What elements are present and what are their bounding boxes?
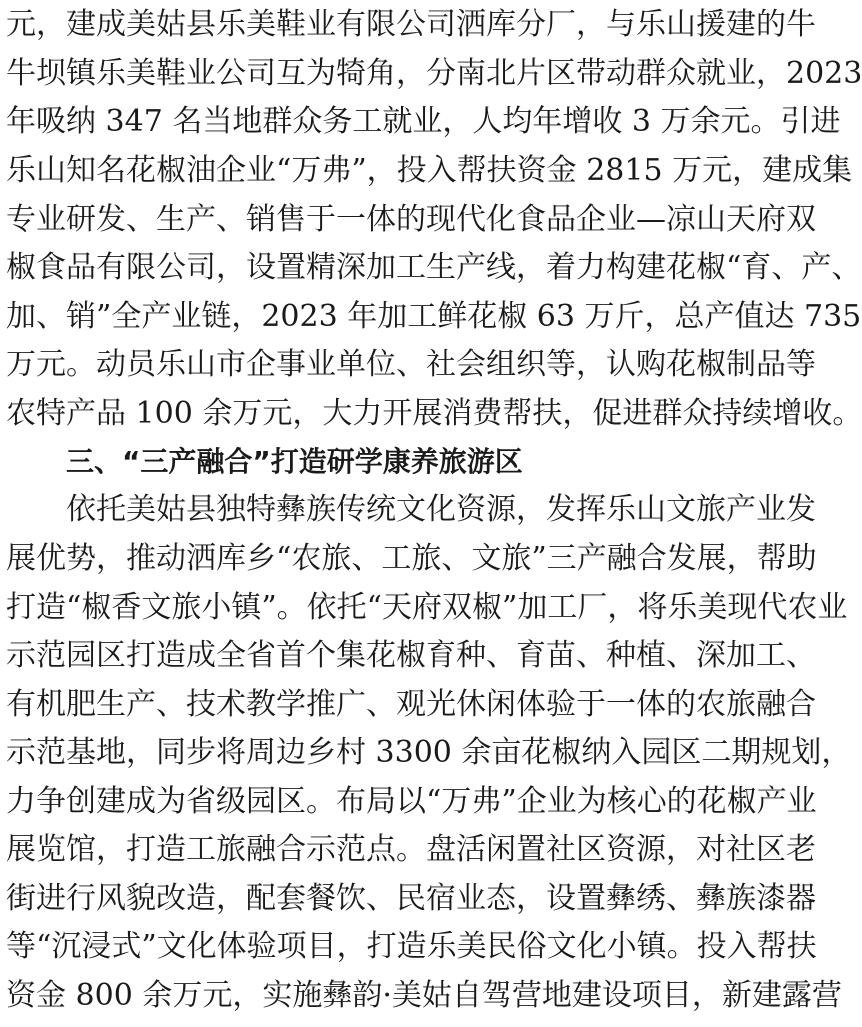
paragraph-line: 农特产品 100 余万元，大力开展消费帮扶，促进群众持续增收。	[6, 396, 862, 431]
paragraph-line: 示范基地，同步将周边乡村 3300 余亩花椒纳入园区二期规划，	[6, 735, 852, 770]
paragraph-line: 展优势，推动洒库乡“农旅、工旅、文旅”三产融合发展，帮助	[6, 541, 817, 576]
paragraph-line: 资金 800 余万元，实施彝韵·美姑自驾营地建设项目，新建露营	[6, 978, 842, 1013]
paragraph-line: 打造“椒香文旅小镇”。依托“天府双椒”加工厂，将乐美现代农业	[6, 590, 848, 625]
paragraph-line: 牛坝镇乐美鞋业公司互为犄角，分南北片区带动群众就业，2023	[6, 56, 862, 91]
section-heading: 三、“三产融合”打造研学康养旅游区	[66, 445, 523, 478]
paragraph-line: 等“沉浸式”文化体验项目，打造乐美民俗文化小镇。投入帮扶	[6, 929, 817, 964]
paragraph-line: 乐山知名花椒油企业“万弗”，投入帮扶资金 2815 万元，建成集	[6, 153, 853, 188]
paragraph-line: 年吸纳 347 名当地群众务工就业，人均年增收 3 万余元。引进	[6, 104, 841, 139]
paragraph-line: 万元。动员乐山市企事业单位、社会组织等，认购花椒制品等	[6, 347, 816, 382]
paragraph-line: 力争创建成为省级园区。布局以“万弗”企业为核心的花椒产业	[6, 784, 817, 819]
paragraph-line: 专业研发、生产、销售于一体的现代化食品企业—凉山天府双	[6, 202, 816, 237]
paragraph-line: 展览馆，打造工旅融合示范点。盘活闲置社区资源，对社区老	[6, 832, 816, 867]
paragraph-line: 元，建成美姑县乐美鞋业有限公司洒库分厂，与乐山援建的牛	[6, 7, 816, 42]
paragraph-line: 椒食品有限公司，设置精深加工生产线，着力构建花椒“育、产、	[6, 250, 862, 285]
paragraph-line: 街进行风貌改造，配套餐饮、民宿业态，设置彝绣、彝族漆器	[6, 881, 816, 916]
paragraph-line: 有机肥生产、技术教学推广、观光休闲体验于一体的农旅融合	[6, 687, 816, 722]
paragraph-line: 依托美姑县独特彝族传统文化资源，发挥乐山文旅产业发	[66, 492, 816, 527]
paragraph-line: 示范园区打造成全省首个集花椒育种、育苗、种植、深加工、	[6, 638, 816, 673]
paragraph-line: 加、销”全产业链，2023 年加工鲜花椒 63 万斤，总产值达 735	[6, 299, 862, 334]
